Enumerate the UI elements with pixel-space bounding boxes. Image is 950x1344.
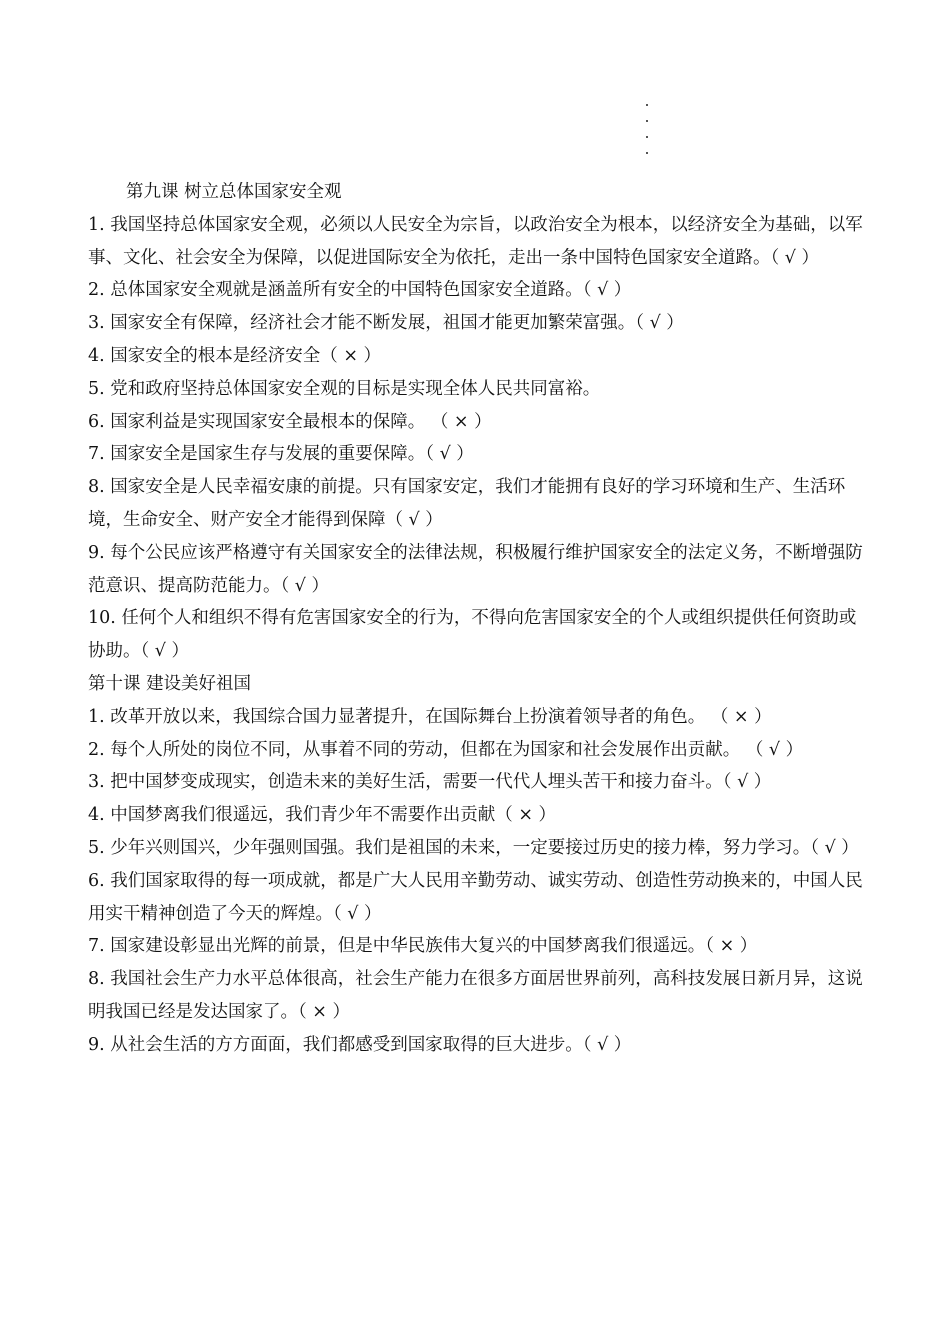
document-body <box>88 176 864 1062</box>
question-item: 6. 国家利益是实现国家安全最根本的保障。 （ × ） <box>88 411 492 432</box>
question-item: 3. 国家安全有保障，经济社会才能不断发展，祖国才能更加繁荣富强。（ √ ） <box>88 313 684 334</box>
margin-dots-decoration <box>645 104 651 168</box>
question-item: 1. 改革开放以来，我国综合国力显著提升，在国际舞台上扮演着领导者的角色。 （ × ） <box>88 706 772 727</box>
question-item: 8. 国家安全是人民幸福安康的前提。只有国家安定，我们才能拥有良好的学习环境和生产、生活环境，生命安全、财产安全才能得到保障（ √ ） <box>88 477 846 530</box>
section-title: 第十课 建设美好祖国 <box>88 673 252 694</box>
section-lesson-10 <box>88 668 864 1062</box>
section-lesson-9 <box>88 176 864 668</box>
question-item: 7. 国家安全是国家生存与发展的重要保障。（ √ ） <box>88 444 474 465</box>
question-item: 8. 我国社会生产力水平总体很高，社会生产能力在很多方面居世界前列，高科技发展日新月异，这说明我国已经是发达国家了。（ × ） <box>88 969 863 1022</box>
section-title: 第九课 树立总体国家安全观 <box>126 182 342 202</box>
question-item: 2. 每个人所处的岗位不同，从事着不同的劳动，但都在为国家和社会发展作出贡献。 （ √ ） <box>88 739 804 760</box>
question-item: 9. 每个公民应该严格遵守有关国家安全的法律法规，积极履行维护国家安全的法定义务，不断增强防范意识、提高防范能力。（ √ ） <box>88 542 863 596</box>
question-item: 5. 少年兴则国兴，少年强则国强。我们是祖国的未来，一定要接过历史的接力棒，努力学习。（ √ ） <box>88 837 859 858</box>
question-item: 4. 中国梦离我们很遥远，我们青少年不需要作出贡献（ × ） <box>88 805 557 826</box>
question-item: 1. 我国坚持总体国家安全观，必须以人民安全为宗旨，以政治安全为根本，以经济安全为基础，以军事、文化、社会安全为保障，以促进国际安全为依托，走出一条中国特色国家安全道路。（ √ ） <box>88 214 863 268</box>
question-item: 9. 从社会生活的方方面面，我们都感受到国家取得的巨大进步。（ √ ） <box>88 1034 632 1055</box>
question-item: 7. 国家建设彰显出光辉的前景，但是中华民族伟大复兴的中国梦离我们很遥远。（ × ） <box>88 936 758 957</box>
question-item: 4. 国家安全的根本是经济安全（ × ） <box>88 345 382 366</box>
question-item: 6. 我们国家取得的每一项成就，都是广大人民用辛勤劳动、诚实劳动、创造性劳动换来的，中国人民用实干精神创造了今天的辉煌。（ √ ） <box>88 870 863 924</box>
question-item: 10. 任何个人和组织不得有危害国家安全的行为，不得向危害国家安全的个人或组织提供任何资助或协助。（ √ ） <box>88 608 857 662</box>
question-item: 5. 党和政府坚持总体国家安全观的目标是实现全体人民共同富裕。 <box>88 378 601 399</box>
question-item: 2. 总体国家安全观就是涵盖所有安全的中国特色国家安全道路。（ √ ） <box>88 280 632 301</box>
question-item: 3. 把中国梦变成现实，创造未来的美好生活，需要一代代人埋头苦干和接力奋斗。（ √ ） <box>88 772 772 793</box>
